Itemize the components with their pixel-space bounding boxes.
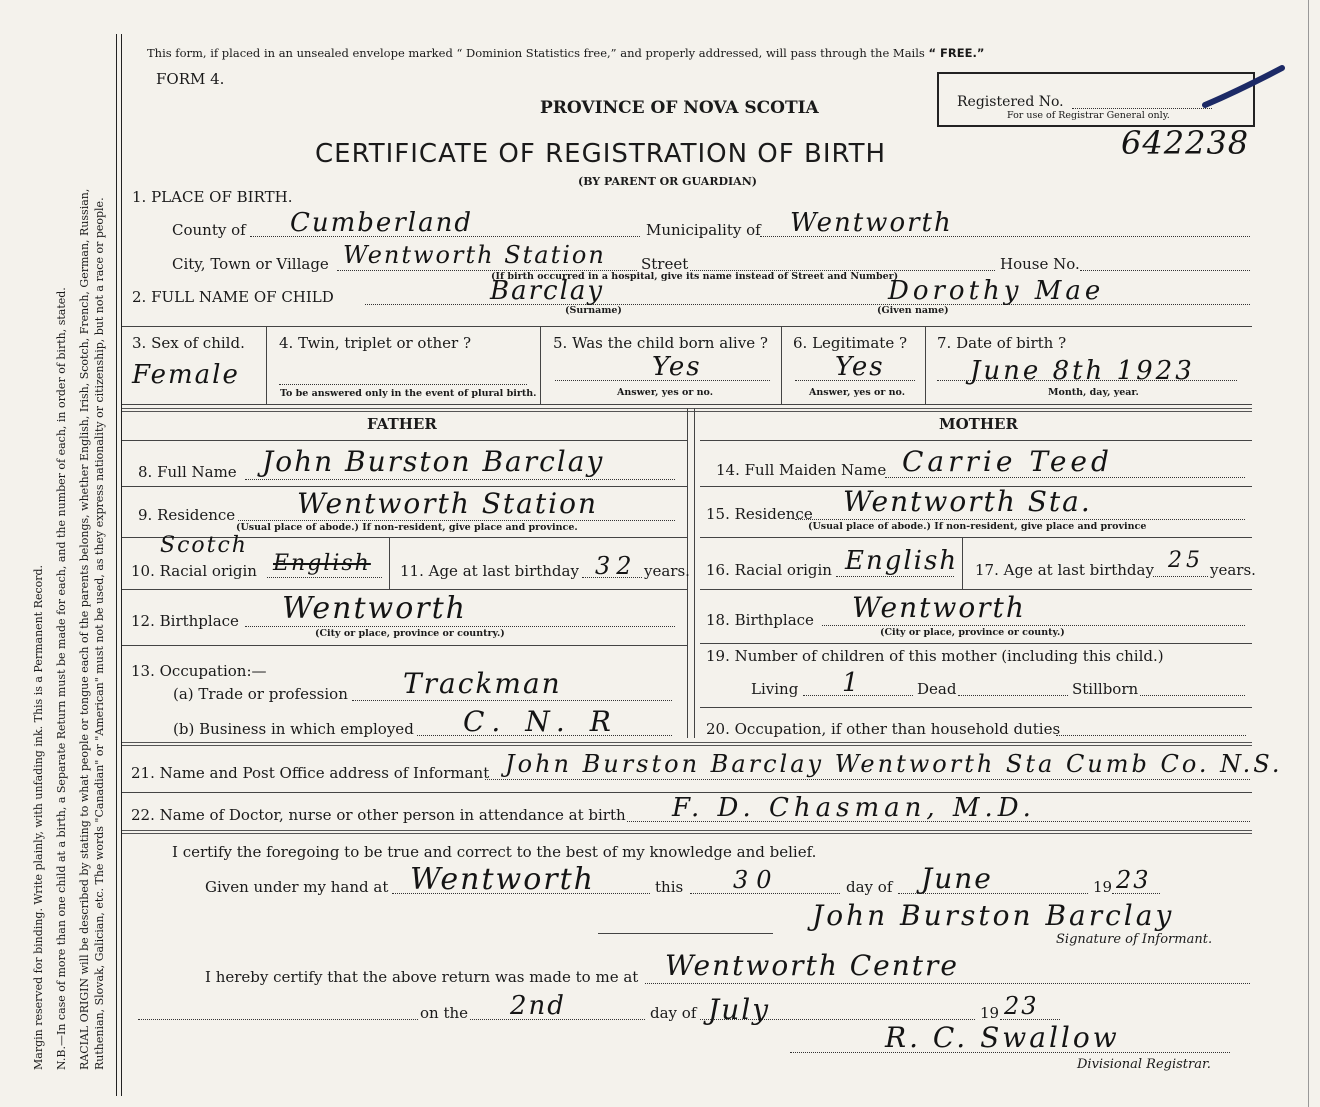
father-residence: Wentworth Station — [297, 487, 598, 520]
alive-value: Yes — [652, 352, 702, 382]
sex-label: 3. Sex of child. — [132, 334, 245, 352]
sex-value: Female — [132, 360, 240, 390]
hospital-note: (If birth occurred in a hospital, give its name instead of Street and Number) — [491, 271, 899, 282]
given-name-note: (Given name) — [877, 305, 949, 316]
on-the-label: on the — [420, 1004, 469, 1022]
page-title: CERTIFICATE OF REGISTRATION OF BIRTH — [315, 139, 887, 169]
signature-label: Signature of Informant. — [1056, 932, 1213, 947]
living-label: Living — [751, 680, 799, 698]
mother-birthplace: Wentworth — [852, 591, 1026, 624]
father-age-label: 11. Age at last birthday — [400, 562, 579, 580]
municipality-value: Wentworth — [790, 208, 953, 238]
mother-birthplace-label: 18. Birthplace — [706, 611, 814, 629]
mother-residence-label: 15. Residence — [706, 505, 813, 523]
doctor-label: 22. Name of Doctor, nurse or other person in attendance at birth — [131, 806, 626, 824]
margin-note-racial-origin-cont: Ruthenian, Slovak, Galician, etc. The words "Canadian" or "American" must not be used, as they express nationality or citizenship, but not a race or people. — [93, 197, 106, 1070]
legitimate-value: Yes — [835, 352, 885, 382]
twin-label: 4. Twin, triplet or other ? — [279, 334, 471, 352]
registrar-statement: I hereby certify that the above return was made to me at — [205, 968, 639, 986]
father-years: years. — [644, 562, 690, 580]
twin-note: To be answered only in the event of plural birth. — [280, 388, 537, 399]
father-residence-note: (Usual place of abode.) If non-resident, give place and province. — [236, 522, 578, 533]
mother-name-label: 14. Full Maiden Name — [716, 461, 887, 479]
surname-note: (Surname) — [565, 305, 622, 316]
father-heading: FATHER — [367, 415, 437, 433]
day-of-label: day of — [846, 878, 893, 896]
margin-note-multiple-births: N.B.—In case of more than one child at a birth, a Separate Return must be made for each, and the number of each, in order of birth, stated. — [55, 287, 68, 1070]
margin-note-binding: Margin reserved for binding. Write plainly, with unfading ink. This is a Permanent Record. — [32, 564, 45, 1070]
year-prefix: 19 — [1093, 878, 1113, 896]
alive-label: 5. Was the child born alive ? — [553, 334, 768, 352]
trade-value: Trackman — [403, 667, 562, 700]
mother-years: years. — [1210, 561, 1256, 579]
mother-racial: English — [845, 546, 959, 576]
registration-day: 2nd — [510, 991, 566, 1021]
father-racial-label: 10. Racial origin — [131, 562, 257, 580]
place-of-birth-heading: 1. PLACE OF BIRTH. — [132, 188, 293, 206]
living-value: 1 — [842, 668, 861, 698]
house-no-label: House No. — [1000, 255, 1080, 273]
father-age: 32 — [595, 552, 638, 580]
given-day: 30 — [733, 866, 780, 894]
margin-note-racial-origin: RACIAL ORIGIN will be described by stating to what people or tongue each of the parents belongs, whether English, Irish, Scotch, French, German, Russian, — [78, 188, 91, 1070]
father-birthplace-note: (City or place, province or country.) — [315, 628, 505, 639]
father-birthplace: Wentworth — [282, 591, 467, 626]
county-value: Cumberland — [290, 208, 473, 238]
registered-no-note: For use of Registrar General only. — [1007, 110, 1170, 121]
registrar-place: Wentworth Centre — [665, 949, 959, 982]
father-residence-label: 9. Residence — [138, 506, 236, 524]
alive-note: Answer, yes or no. — [617, 387, 714, 398]
given-place: Wentworth — [410, 862, 595, 897]
legitimate-note: Answer, yes or no. — [809, 387, 906, 398]
registrar-signature: R. C. Swallow — [885, 1021, 1120, 1054]
province-heading: PROVINCE OF NOVA SCOTIA — [540, 98, 819, 118]
informant-signature: John Burston Barclay — [812, 899, 1175, 932]
form-left-border — [116, 34, 122, 1096]
registration-month: July — [708, 993, 771, 1026]
mother-residence: Wentworth Sta. — [843, 485, 1092, 518]
certificate-number: 642238 — [1121, 124, 1250, 162]
registrar-label: Divisional Registrar. — [1077, 1057, 1211, 1072]
postal-free: “ FREE.” — [928, 46, 985, 60]
mother-heading: MOTHER — [939, 415, 1018, 433]
father-name-label: 8. Full Name — [138, 463, 237, 481]
business-label: (b) Business in which employed — [173, 720, 414, 738]
registered-no-label: Registered No. — [957, 94, 1064, 110]
business-value: C. N. R — [463, 705, 619, 738]
dob-label: 7. Date of birth ? — [937, 334, 1067, 352]
reg-day-of-label: day of — [650, 1004, 697, 1022]
legitimate-label: 6. Legitimate ? — [793, 334, 908, 352]
dob-value: June 8th 1923 — [970, 356, 1195, 386]
mother-age: 25 — [1168, 548, 1204, 573]
informant-value: John Burston Barclay Wentworth Sta Cumb Co. N.S. — [505, 750, 1283, 778]
children-label: 19. Number of children of this mother (including this child.) — [706, 647, 1164, 665]
county-label: County of — [172, 221, 246, 239]
mother-occupation-label: 20. Occupation, if other than household duties — [706, 720, 1061, 738]
father-racial: Scotch — [160, 533, 248, 558]
reg-year-prefix: 19 — [980, 1004, 1000, 1022]
city-label: City, Town or Village — [172, 255, 329, 273]
trade-label: (a) Trade or profession — [173, 685, 348, 703]
certify-statement: I certify the foregoing to be true and correct to the best of my knowledge and belief. — [172, 843, 817, 861]
street-label: Street — [641, 255, 689, 273]
page-subtitle: (BY PARENT OR GUARDIAN) — [578, 175, 757, 188]
father-name: John Burston Barclay — [262, 445, 605, 478]
municipality-label: Municipality of — [646, 221, 761, 239]
postal-notice: This form, if placed in an unsealed envelope marked “ Dominion Statistics free,” and properly addressed, will pass through the Mails “ FREE.” — [147, 46, 985, 60]
mother-birthplace-note: (City or place, province or county.) — [880, 627, 1065, 638]
city-value: Wentworth Station — [343, 241, 606, 269]
mother-age-label: 17. Age at last birthday — [975, 561, 1154, 579]
mother-name: Carrie Teed — [902, 445, 1113, 478]
father-birthplace-label: 12. Birthplace — [131, 612, 239, 630]
given-year: 23 — [1116, 866, 1151, 894]
mother-racial-label: 16. Racial origin — [706, 561, 832, 579]
registration-year: 23 — [1004, 992, 1039, 1020]
dob-note: Month, day, year. — [1048, 387, 1139, 398]
mother-residence-note: (Usual place of abode.) If non-resident, give place and province — [808, 521, 1147, 532]
father-racial-struck: English — [273, 551, 371, 576]
stillborn-label: Stillborn — [1072, 680, 1139, 698]
informant-label: 21. Name and Post Office address of Informant — [131, 764, 490, 782]
doctor-value: F. D. Chasman, M.D. — [672, 793, 1036, 823]
this-label: this — [655, 878, 684, 896]
child-given-names: Dorothy Mae — [888, 276, 1105, 306]
given-under-label: Given under my hand at — [205, 878, 389, 896]
father-occupation-label: 13. Occupation:— — [131, 662, 267, 680]
form-number: FORM 4. — [156, 70, 225, 88]
dead-label: Dead — [917, 680, 957, 698]
given-month: June — [921, 862, 993, 895]
child-name-label: 2. FULL NAME OF CHILD — [132, 288, 334, 306]
child-surname: Barclay — [490, 276, 605, 306]
form-right-border — [1308, 0, 1309, 1107]
ink-stroke-mark — [1200, 60, 1290, 120]
